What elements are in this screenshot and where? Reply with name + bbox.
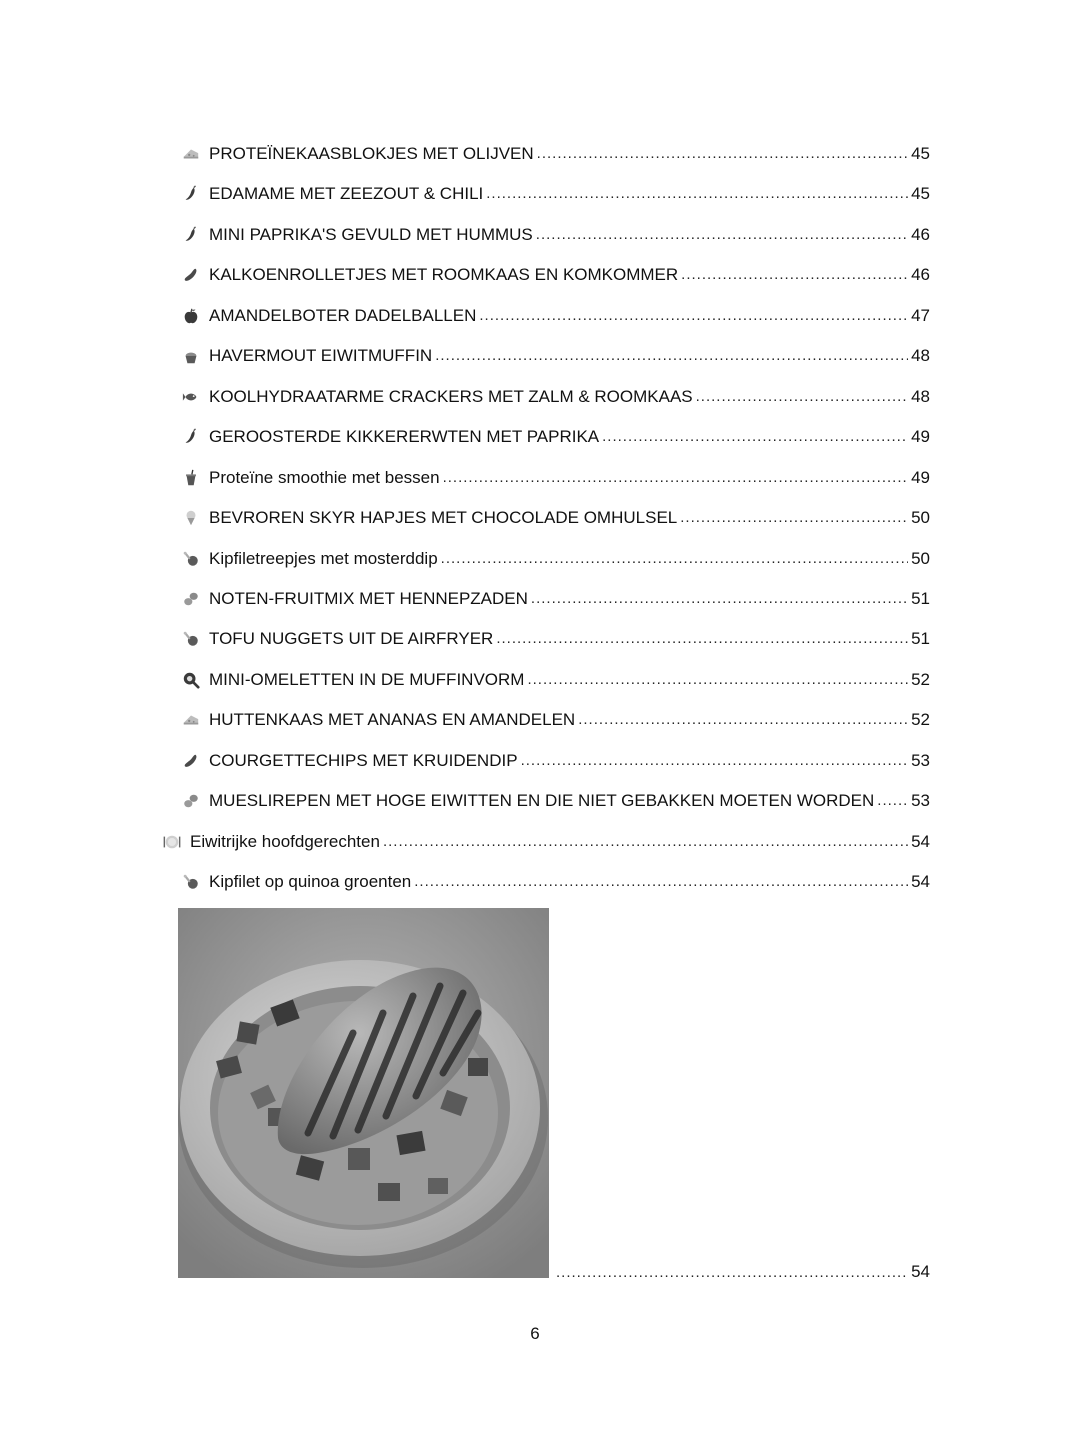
toc-entry-label: EDAMAME MET ZEEZOUT & CHILI <box>209 184 484 203</box>
toc-entry-page: 49 <box>911 427 930 446</box>
drumstick-icon <box>181 872 201 892</box>
dot-leader <box>536 222 908 248</box>
toc-entry[interactable] <box>181 667 930 693</box>
toc-entry[interactable] <box>181 384 930 410</box>
cucumber-icon <box>181 751 201 771</box>
toc-entry[interactable] <box>181 586 930 612</box>
dot-leader <box>602 424 908 450</box>
dot-leader <box>486 181 908 207</box>
cheese-icon <box>181 144 201 164</box>
toc-entry-page: 51 <box>911 589 930 608</box>
toc-entry-page: 49 <box>911 468 930 487</box>
frying-pan-icon <box>181 670 201 690</box>
toc-entry-label: Kipfilet op quinoa groenten <box>209 872 412 891</box>
toc-entry-page: 45 <box>911 184 930 203</box>
dot-leader <box>383 829 908 855</box>
apple-icon <box>181 306 201 326</box>
dot-leader <box>531 586 908 612</box>
toc-entry-label: PROTEÏNEKAASBLOKJES MET OLIJVEN <box>209 144 534 163</box>
dot-leader <box>681 262 908 288</box>
dot-leader <box>443 465 909 491</box>
peanut-icon <box>181 791 201 811</box>
toc-entry[interactable] <box>181 222 930 248</box>
toc-entry[interactable] <box>181 626 930 652</box>
dot-leader <box>496 626 908 652</box>
toc-entry-page: 54 <box>911 872 930 891</box>
chili-pepper-icon <box>181 225 201 245</box>
toc-entry[interactable] <box>181 181 930 207</box>
toc-entry[interactable] <box>181 262 930 288</box>
toc-entry-label: HUTTENKAAS MET ANANAS EN AMANDELEN <box>209 710 576 729</box>
peanut-icon <box>181 589 201 609</box>
toc-entry-page: 54 <box>911 832 930 851</box>
toc-entry[interactable] <box>181 465 930 491</box>
toc-entry-label: Kipfiletreepjes met mosterddip <box>209 549 438 568</box>
toc-entry[interactable] <box>162 829 930 855</box>
toc-entry-page: 48 <box>911 346 930 365</box>
toc-entry[interactable] <box>181 748 930 774</box>
toc-entry-page: 47 <box>911 306 930 325</box>
dot-leader <box>414 869 908 895</box>
toc-entry-label: MUESLIREPEN MET HOGE EIWITTEN EN DIE NIET GEBAKKEN MOETEN WORDEN <box>209 791 875 810</box>
toc-entry[interactable] <box>181 343 930 369</box>
toc-entry-label: Proteïne smoothie met bessen <box>209 468 440 487</box>
dot-leader <box>521 748 909 774</box>
toc-entry-page: 46 <box>911 265 930 284</box>
toc-entry-label: KALKOENROLLETJES MET ROOMKAAS EN KOMKOMMER <box>209 265 679 284</box>
toc-entry-label: Eiwitrijke hoofdgerechten <box>190 832 380 851</box>
chili-pepper-icon <box>181 184 201 204</box>
dot-leader <box>556 1264 908 1281</box>
cup-with-straw-icon <box>181 468 201 488</box>
dot-leader <box>537 141 908 167</box>
dot-leader <box>680 505 908 531</box>
toc-entry-label: BEVROREN SKYR HAPJES MET CHOCOLADE OMHULSEL <box>209 508 678 527</box>
drumstick-icon <box>181 549 201 569</box>
toc-entry-page: 50 <box>911 549 930 568</box>
toc-entry-page: 48 <box>911 387 930 406</box>
toc-entry[interactable] <box>181 546 930 572</box>
toc-entry[interactable] <box>181 141 930 167</box>
ice-cream-icon <box>181 508 201 528</box>
plate-with-cutlery-icon <box>162 832 182 852</box>
toc-entry-page: 52 <box>911 710 930 729</box>
toc-entry-page: 52 <box>911 670 930 689</box>
dot-leader <box>527 667 908 693</box>
fish-icon <box>181 387 201 407</box>
toc-entry-label: HAVERMOUT EIWITMUFFIN <box>209 346 433 365</box>
toc-entry-label: MINI PAPRIKA'S GEVULD MET HUMMUS <box>209 225 533 244</box>
dot-leader <box>696 384 908 410</box>
chili-pepper-icon <box>181 427 201 447</box>
toc-entry-page: 53 <box>911 791 930 810</box>
toc-entry-page: 51 <box>911 629 930 648</box>
image-entry-row <box>553 1259 930 1285</box>
drumstick-icon <box>181 629 201 649</box>
dot-leader <box>877 788 908 814</box>
toc-entry[interactable] <box>181 707 930 733</box>
toc-entry[interactable] <box>181 788 930 814</box>
toc-entry-label: GEROOSTERDE KIKKERERWTEN MET PAPRIKA <box>209 427 600 446</box>
dot-leader <box>441 546 908 572</box>
toc-entry-page: 53 <box>911 751 930 770</box>
toc-entry-page: 50 <box>911 508 930 527</box>
toc-entry-label: KOOLHYDRAATARME CRACKERS MET ZALM & ROOMKAAS <box>209 387 693 406</box>
page-number: 54 <box>911 1262 930 1281</box>
toc-entry-label: NOTEN-FRUITMIX MET HENNEPZADEN <box>209 589 528 608</box>
toc-entry[interactable] <box>181 303 930 329</box>
toc-entry-label: TOFU NUGGETS UIT DE AIRFRYER <box>209 629 494 648</box>
footer-page-number: 6 <box>530 1324 540 1343</box>
toc-entry-page: 46 <box>911 225 930 244</box>
cheese-icon <box>181 710 201 730</box>
cupcake-icon <box>181 346 201 366</box>
toc-entry[interactable] <box>181 505 930 531</box>
dot-leader <box>435 343 908 369</box>
toc-entry[interactable] <box>181 869 930 895</box>
dot-leader <box>479 303 908 329</box>
cucumber-icon <box>181 265 201 285</box>
toc-entry-label: COURGETTECHIPS MET KRUIDENDIP <box>209 751 518 770</box>
toc-entry-label: MINI-OMELETTEN IN DE MUFFINVORM <box>209 670 525 689</box>
grilled-chicken-quinoa-photo <box>178 908 549 1278</box>
dot-leader <box>578 707 908 733</box>
toc-entry-page: 45 <box>911 144 930 163</box>
toc-entry-label: AMANDELBOTER DADELBALLEN <box>209 306 477 325</box>
toc-entry[interactable] <box>181 424 930 450</box>
